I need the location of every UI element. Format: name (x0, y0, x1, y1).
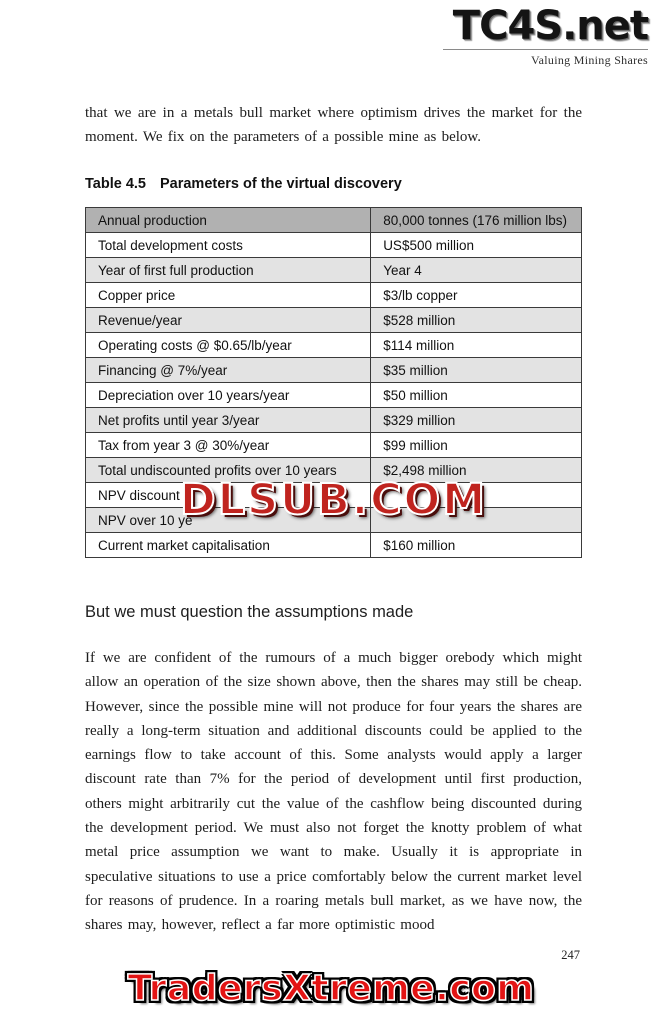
table-row-value: $35 million (371, 358, 582, 383)
table-row (86, 208, 582, 233)
dlsub-watermark: DLSUB.COM (180, 475, 487, 525)
table-row-value: $160 million (371, 533, 582, 558)
table-row-value: $99 million (371, 433, 582, 458)
table-row (86, 233, 582, 258)
table-row-label: Total undiscounted profits over 10 years (86, 458, 371, 483)
table-row-label: Operating costs @ $0.65/lb/year (86, 333, 371, 358)
table-row-value: US$500 million (371, 233, 582, 258)
table-row-value: $528 million (371, 308, 582, 333)
table-row (86, 308, 582, 333)
table-row-value: $50 million (371, 383, 582, 408)
table-row-label: Financing @ 7%/year (86, 358, 371, 383)
table-row-value: $114 million (371, 333, 582, 358)
table-row (86, 508, 582, 533)
table-row-label: Net profits until year 3/year (86, 408, 371, 433)
table-row (86, 408, 582, 433)
table-row-value: 80,000 tonnes (176 million lbs) (371, 208, 582, 233)
page-number: 247 (561, 948, 580, 962)
table-caption-label: Table 4.5 (85, 176, 146, 192)
table-row-label: Annual production (86, 208, 371, 233)
table-row-label: Copper price (86, 283, 371, 308)
page-header (443, 3, 648, 68)
table-row-value (371, 508, 582, 533)
intro-paragraph: that we are in a metals bull market where optimism drives the market for the moment. We fix on the parameters of a possible mine as below. (85, 105, 582, 146)
running-head-title: Valuing Mining Shares (531, 53, 648, 67)
table-row (86, 358, 582, 383)
table-row-label: NPV discount r (86, 483, 371, 508)
body-paragraph: If we are confident of the rumours of a much bigger orebody which might allow an operation of the size shown above, then the shares may still be cheap. However, since the possible mine will not produce for four years the shares are really a long-term situation and additional discounts could be applied to the earnings flow to take account of this. Some analysts would apply a larger discount rate than 7% for the period of development until first production, others might arbitrarily cut the value of the cashflow being discounted during the development period. We must also not forget the knotty problem of what metal price assumption we want to make. Usually it is appropriate in speculative situations to use a price comfortably below the current market level for reasons of prudence. In a roaring metals bull market, as we have now, the shares may, however, reflect a far more optimistic mood (85, 650, 582, 934)
table-row (86, 433, 582, 458)
table-row-value: $329 million (371, 408, 582, 433)
section-heading: But we must question the assumptions made (85, 603, 414, 621)
table-row (86, 383, 582, 408)
parameters-table (85, 207, 582, 558)
table-row (86, 533, 582, 558)
table-row-label: Total development costs (86, 233, 371, 258)
table-row (86, 458, 582, 483)
table-row (86, 333, 582, 358)
header-rule (443, 49, 648, 50)
table-caption (85, 176, 402, 192)
table-row (86, 283, 582, 308)
table-row (86, 258, 582, 283)
table-row-value (371, 483, 582, 508)
table-row-label: Year of first full production (86, 258, 371, 283)
parameters-table-wrap (85, 207, 582, 558)
table-row-value: $2,498 million (371, 458, 582, 483)
table-row-label: Depreciation over 10 years/year (86, 383, 371, 408)
table-row-label: NPV over 10 ye (86, 508, 371, 533)
table-row-value: Year 4 (371, 258, 582, 283)
table-row (86, 483, 582, 508)
table-caption-title: Parameters of the virtual discovery (159, 176, 402, 192)
parameters-table-body (86, 208, 582, 558)
tradersxtreme-logo: TradersXtreme.com (127, 968, 535, 1009)
table-row-value: $3/lb copper (371, 283, 582, 308)
table-row-label: Revenue/year (86, 308, 371, 333)
table-row-label: Tax from year 3 @ 30%/year (86, 433, 371, 458)
table-row-label: Current market capitalisation (86, 533, 371, 558)
tc4s-logo: TC4S.net (452, 3, 648, 49)
